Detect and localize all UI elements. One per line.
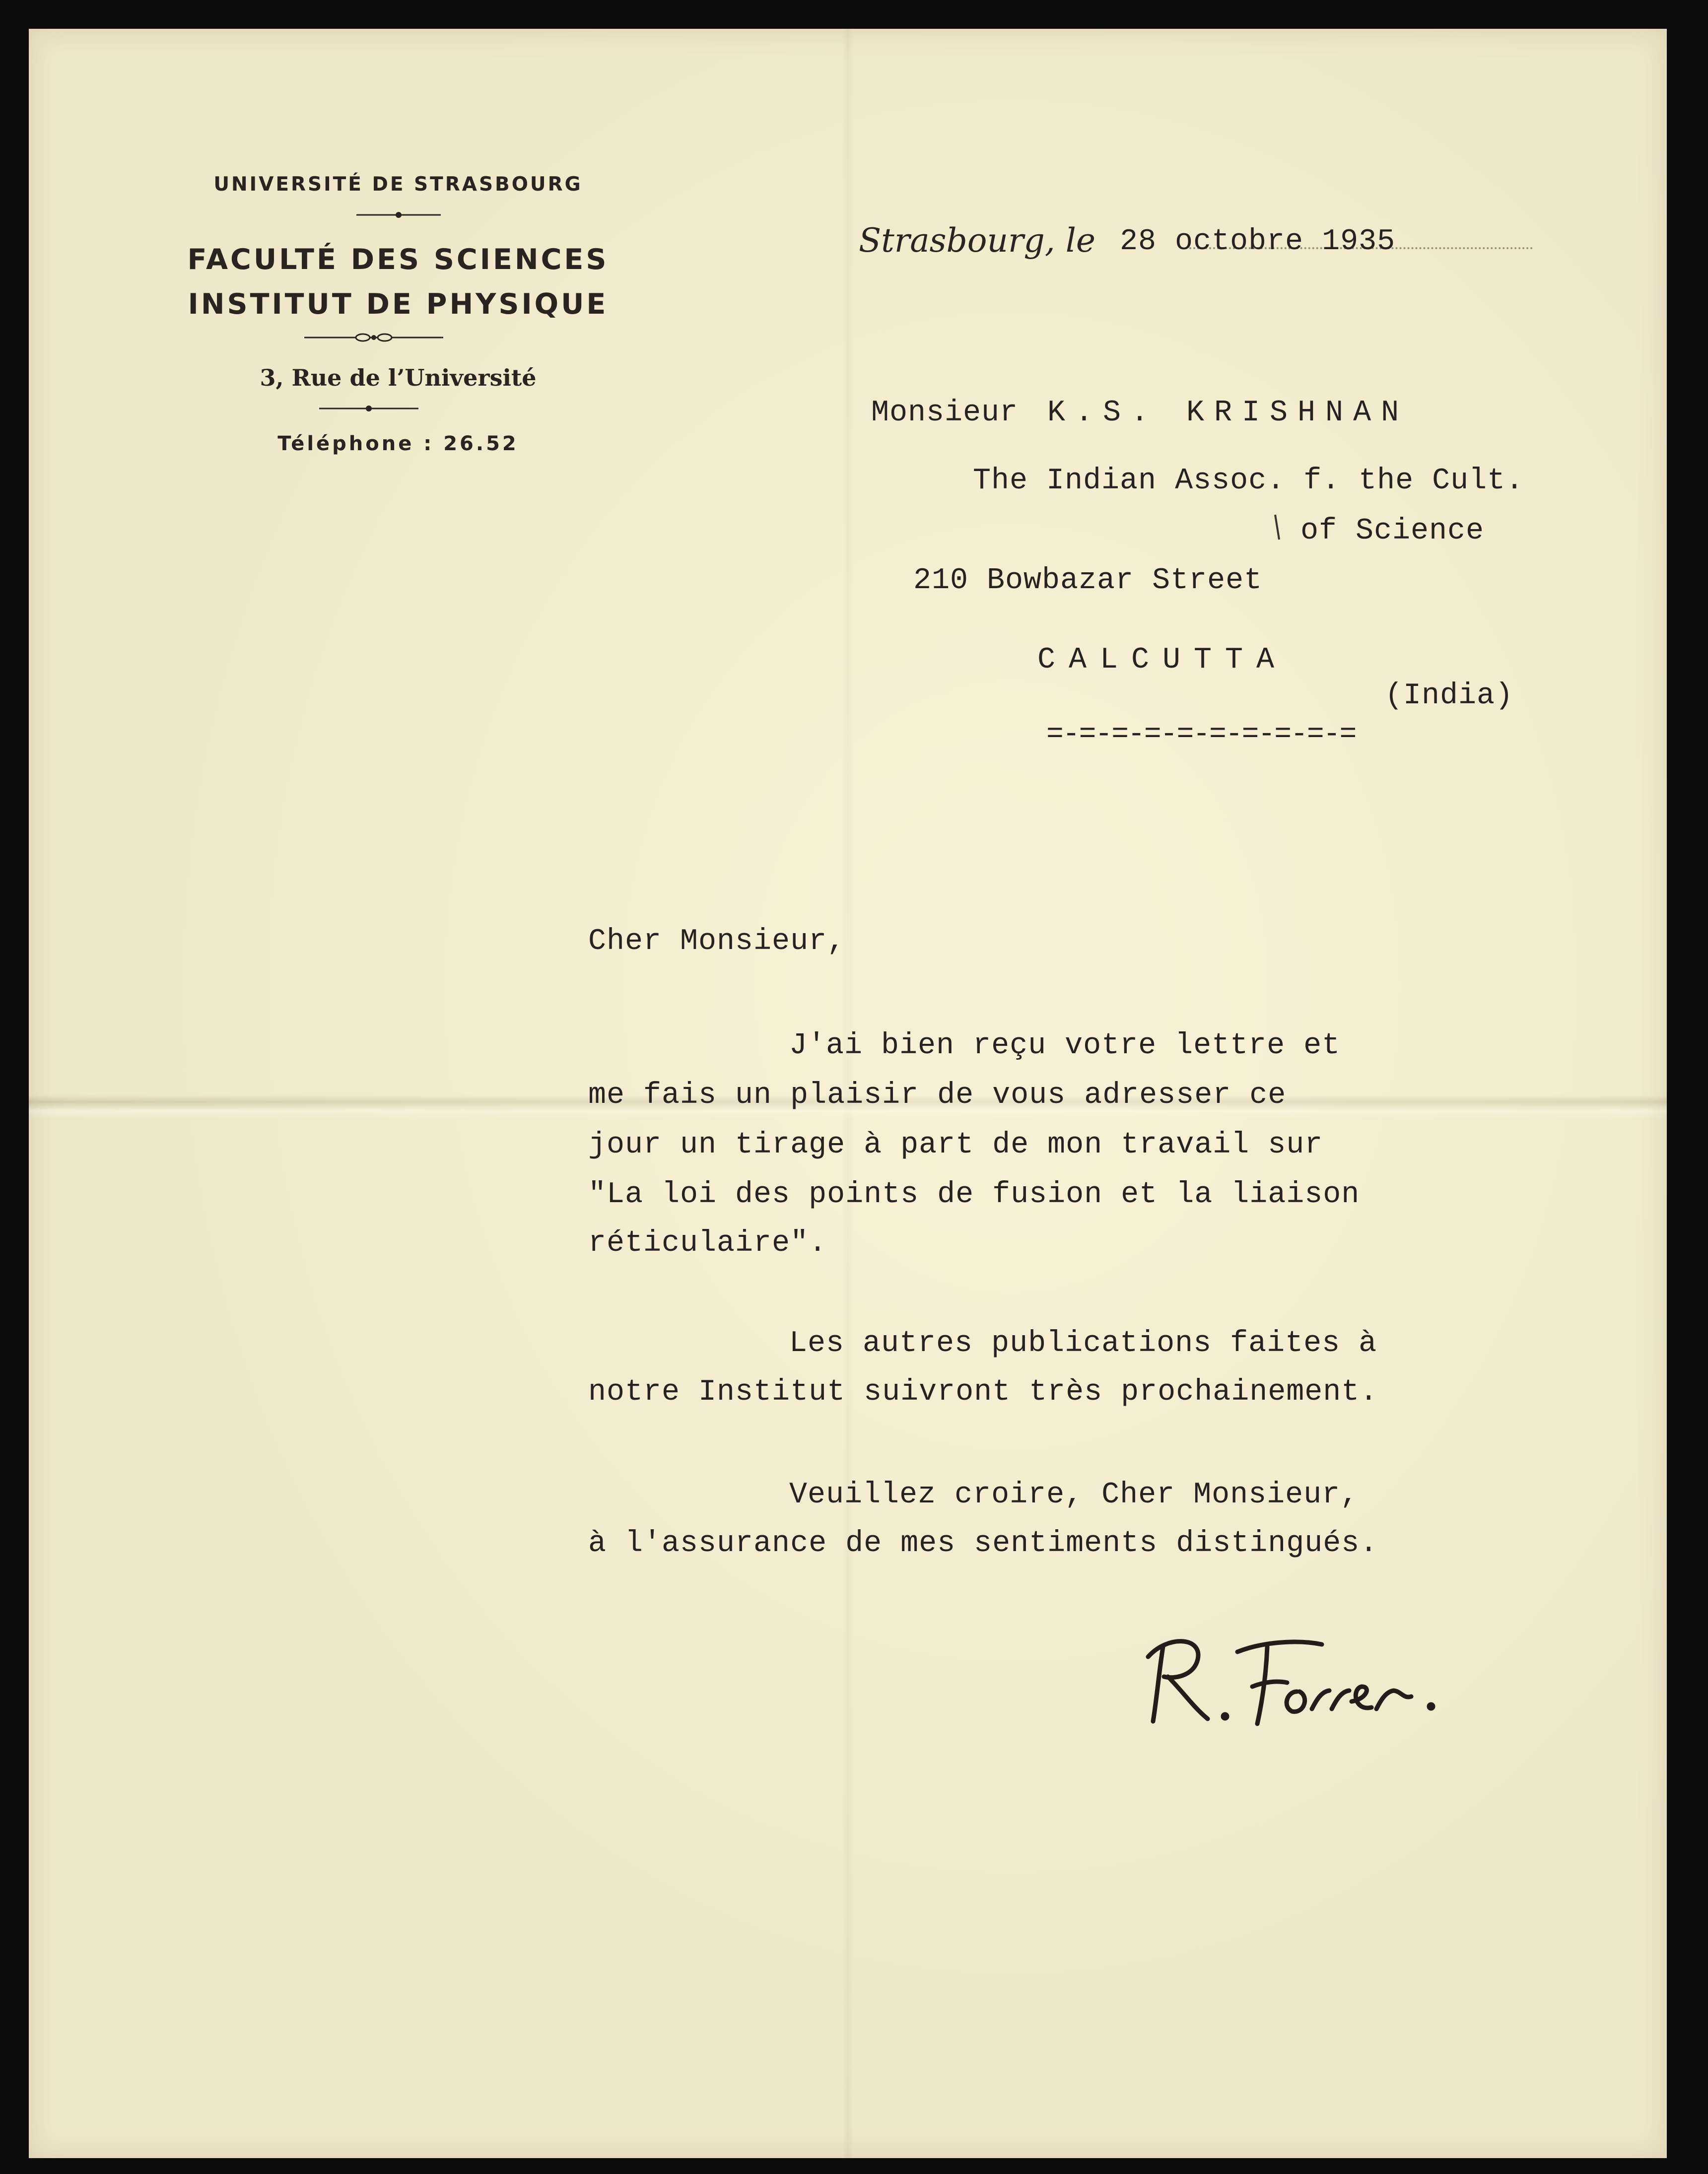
body-line: Veuillez croire, Cher Monsieur, — [789, 1478, 1359, 1512]
ornament-rule — [319, 404, 418, 413]
dateline-date: 28 octobre 1935 — [1120, 225, 1396, 259]
letterhead-institute: INSTITUT DE PHYSIQUE — [188, 288, 609, 321]
recipient-country: (India) — [1385, 679, 1514, 713]
letterhead-address: 3, Rue de l’Université — [260, 364, 537, 391]
recipient-org-line2: of Science — [1300, 514, 1485, 548]
ornament-rule — [304, 332, 443, 343]
recipient-name: K.S. KRISHNAN — [1047, 396, 1409, 430]
dateline-place: Strasbourg, le — [859, 221, 1095, 260]
body-line: à l'assurance de mes sentiments distingués. — [588, 1527, 1378, 1561]
handwritten-signature — [1133, 1617, 1491, 1746]
body-line: Les autres publications faites à — [789, 1327, 1377, 1360]
letterhead-faculty: FACULTÉ DES SCIENCES — [187, 243, 609, 276]
body-line: jour un tirage à part de mon travail sur — [588, 1128, 1323, 1162]
recipient-salutation: Monsieur — [871, 396, 1019, 430]
recipient-city-underline: =-=-=-=-=-=-=-=-=-= — [1046, 719, 1356, 751]
body-line: me fais un plaisir de vous adresser ce — [588, 1079, 1287, 1112]
recipient-street: 210 Bowbazar Street — [913, 564, 1263, 598]
body-line: notre Institut suivront très prochainement. — [588, 1375, 1378, 1409]
ornament-rule — [356, 210, 441, 220]
letterhead-telephone: Téléphone : 26.52 — [277, 432, 519, 455]
recipient-org-line1: The Indian Assoc. f. the Cult. — [973, 464, 1524, 498]
body-line: réticulaire". — [588, 1226, 827, 1260]
letter-page — [29, 29, 1667, 2158]
ink-mark — [1272, 513, 1282, 543]
greeting: Cher Monsieur, — [588, 925, 846, 958]
body-line: J'ai bien reçu votre lettre et — [789, 1029, 1341, 1063]
letterhead-university: UNIVERSITÉ DE STRASBOURG — [213, 173, 583, 196]
body-line: "La loi des points de fusion et la liaison — [588, 1178, 1360, 1212]
recipient-city: CALCUTTA — [1037, 643, 1288, 677]
